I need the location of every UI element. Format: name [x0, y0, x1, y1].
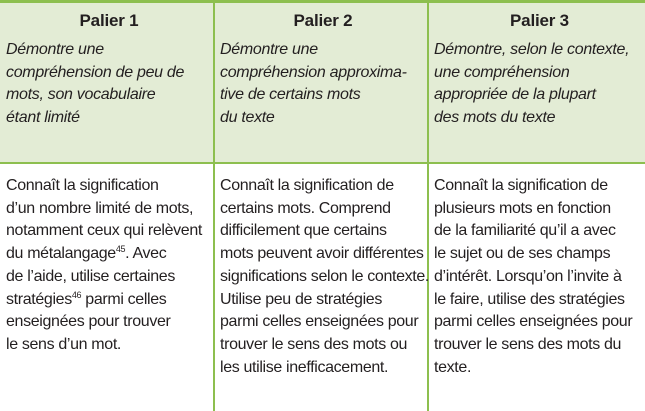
description-line: étant limité: [6, 108, 80, 126]
body-line: [220, 198, 426, 221]
body-cell-palier-3: [434, 175, 645, 379]
body-line: [434, 289, 645, 312]
body-line: [6, 220, 212, 243]
body-text: plusieurs mots en fonction: [434, 199, 611, 217]
body-line: [434, 175, 645, 198]
body-text: d’un nombre limité de mots,: [6, 199, 194, 217]
footnote-ref: 45: [115, 244, 126, 255]
body-text: Connaît la signification de: [434, 177, 608, 194]
body-text: Connaît la signification de: [220, 177, 394, 194]
body-text: texte.: [434, 358, 472, 376]
description-line: une compréhension: [434, 63, 570, 81]
body-line: [6, 243, 212, 266]
body-line: [220, 334, 426, 357]
description-line: Démontre une: [6, 41, 104, 58]
body-line: [220, 243, 426, 266]
header-cell-palier-2: [220, 3, 426, 129]
body-text: certains mots. Comprend: [220, 199, 391, 217]
column-description: [6, 39, 212, 129]
body-line: [434, 198, 645, 221]
body-line: [434, 311, 645, 334]
body-line: [434, 334, 645, 357]
body-text: difficilement que certains: [220, 222, 387, 240]
footnote-ref: 46: [71, 289, 82, 300]
description-line: du texte: [220, 108, 275, 126]
body-text: parmi celles enseignées pour: [220, 313, 419, 331]
column-description: [434, 39, 645, 129]
description-line: compréhension approxima-: [220, 63, 407, 81]
body-line: [434, 243, 645, 266]
body-line: [220, 289, 426, 312]
body-line: [6, 175, 212, 198]
body-line: [6, 289, 212, 312]
body-cell-palier-1: [6, 175, 212, 357]
body-line: [6, 334, 212, 357]
body-text: notamment ceux qui relèvent: [6, 222, 202, 240]
body-line: [220, 357, 426, 380]
body-text: trouver le sens des mots du: [434, 335, 622, 353]
body-text: d’intérêt. Lorsqu’on l’invite à: [434, 267, 622, 285]
body-line: [6, 198, 212, 221]
body-text: significations selon le contexte.: [220, 267, 430, 285]
description-line: appropriée de la plupart: [434, 86, 596, 103]
body-text: parmi celles: [81, 290, 167, 308]
header-cell-palier-1: [6, 3, 212, 129]
body-text: du métalangage: [6, 245, 116, 263]
body-cell-palier-2: [220, 175, 430, 379]
column-divider: [427, 3, 429, 411]
body-text: de la familiarité qu’il a avec: [434, 222, 616, 240]
body-line: [220, 175, 426, 198]
body-text: le faire, utilise des stratégies: [434, 290, 625, 308]
description-line: compréhension de peu de: [6, 63, 185, 81]
body-line: [434, 220, 645, 243]
body-text: . Avec: [125, 245, 167, 263]
column-title: Palier 1: [79, 11, 139, 30]
description-line: mots, son vocabulaire: [6, 86, 156, 103]
body-text: de l’aide, utilise certaines: [6, 267, 175, 285]
body-line: [434, 266, 645, 289]
body-line: [434, 357, 645, 380]
description-line: tive de certains mots: [220, 86, 361, 103]
body-text: stratégies: [6, 290, 72, 308]
column-description: [220, 39, 426, 129]
column-title: Palier 2: [293, 11, 353, 30]
column-title: Palier 3: [510, 11, 569, 30]
column-divider: [213, 3, 215, 411]
body-text: Connaît la signification: [6, 177, 159, 194]
body-text: les utilise inefficacement.: [220, 358, 389, 376]
body-text: le sujet ou de ses champs: [434, 245, 611, 263]
body-line: [220, 266, 430, 289]
body-text: Utilise peu de stratégies: [220, 290, 383, 308]
body-line: [6, 266, 212, 289]
body-text: trouver le sens des mots ou: [220, 335, 408, 353]
body-text: parmi celles enseignées pour: [434, 313, 633, 331]
body-line: [6, 311, 212, 334]
body-line: [220, 220, 426, 243]
body-text: enseignées pour trouver: [6, 313, 171, 331]
description-line: Démontre une: [220, 41, 318, 58]
body-line: [220, 311, 426, 334]
description-line: Démontre, selon le contexte,: [434, 41, 630, 58]
description-line: des mots du texte: [434, 108, 556, 126]
body-text: le sens d’un mot.: [6, 335, 122, 353]
body-text: mots peuvent avoir différentes: [220, 245, 424, 263]
header-cell-palier-3: [434, 3, 645, 129]
